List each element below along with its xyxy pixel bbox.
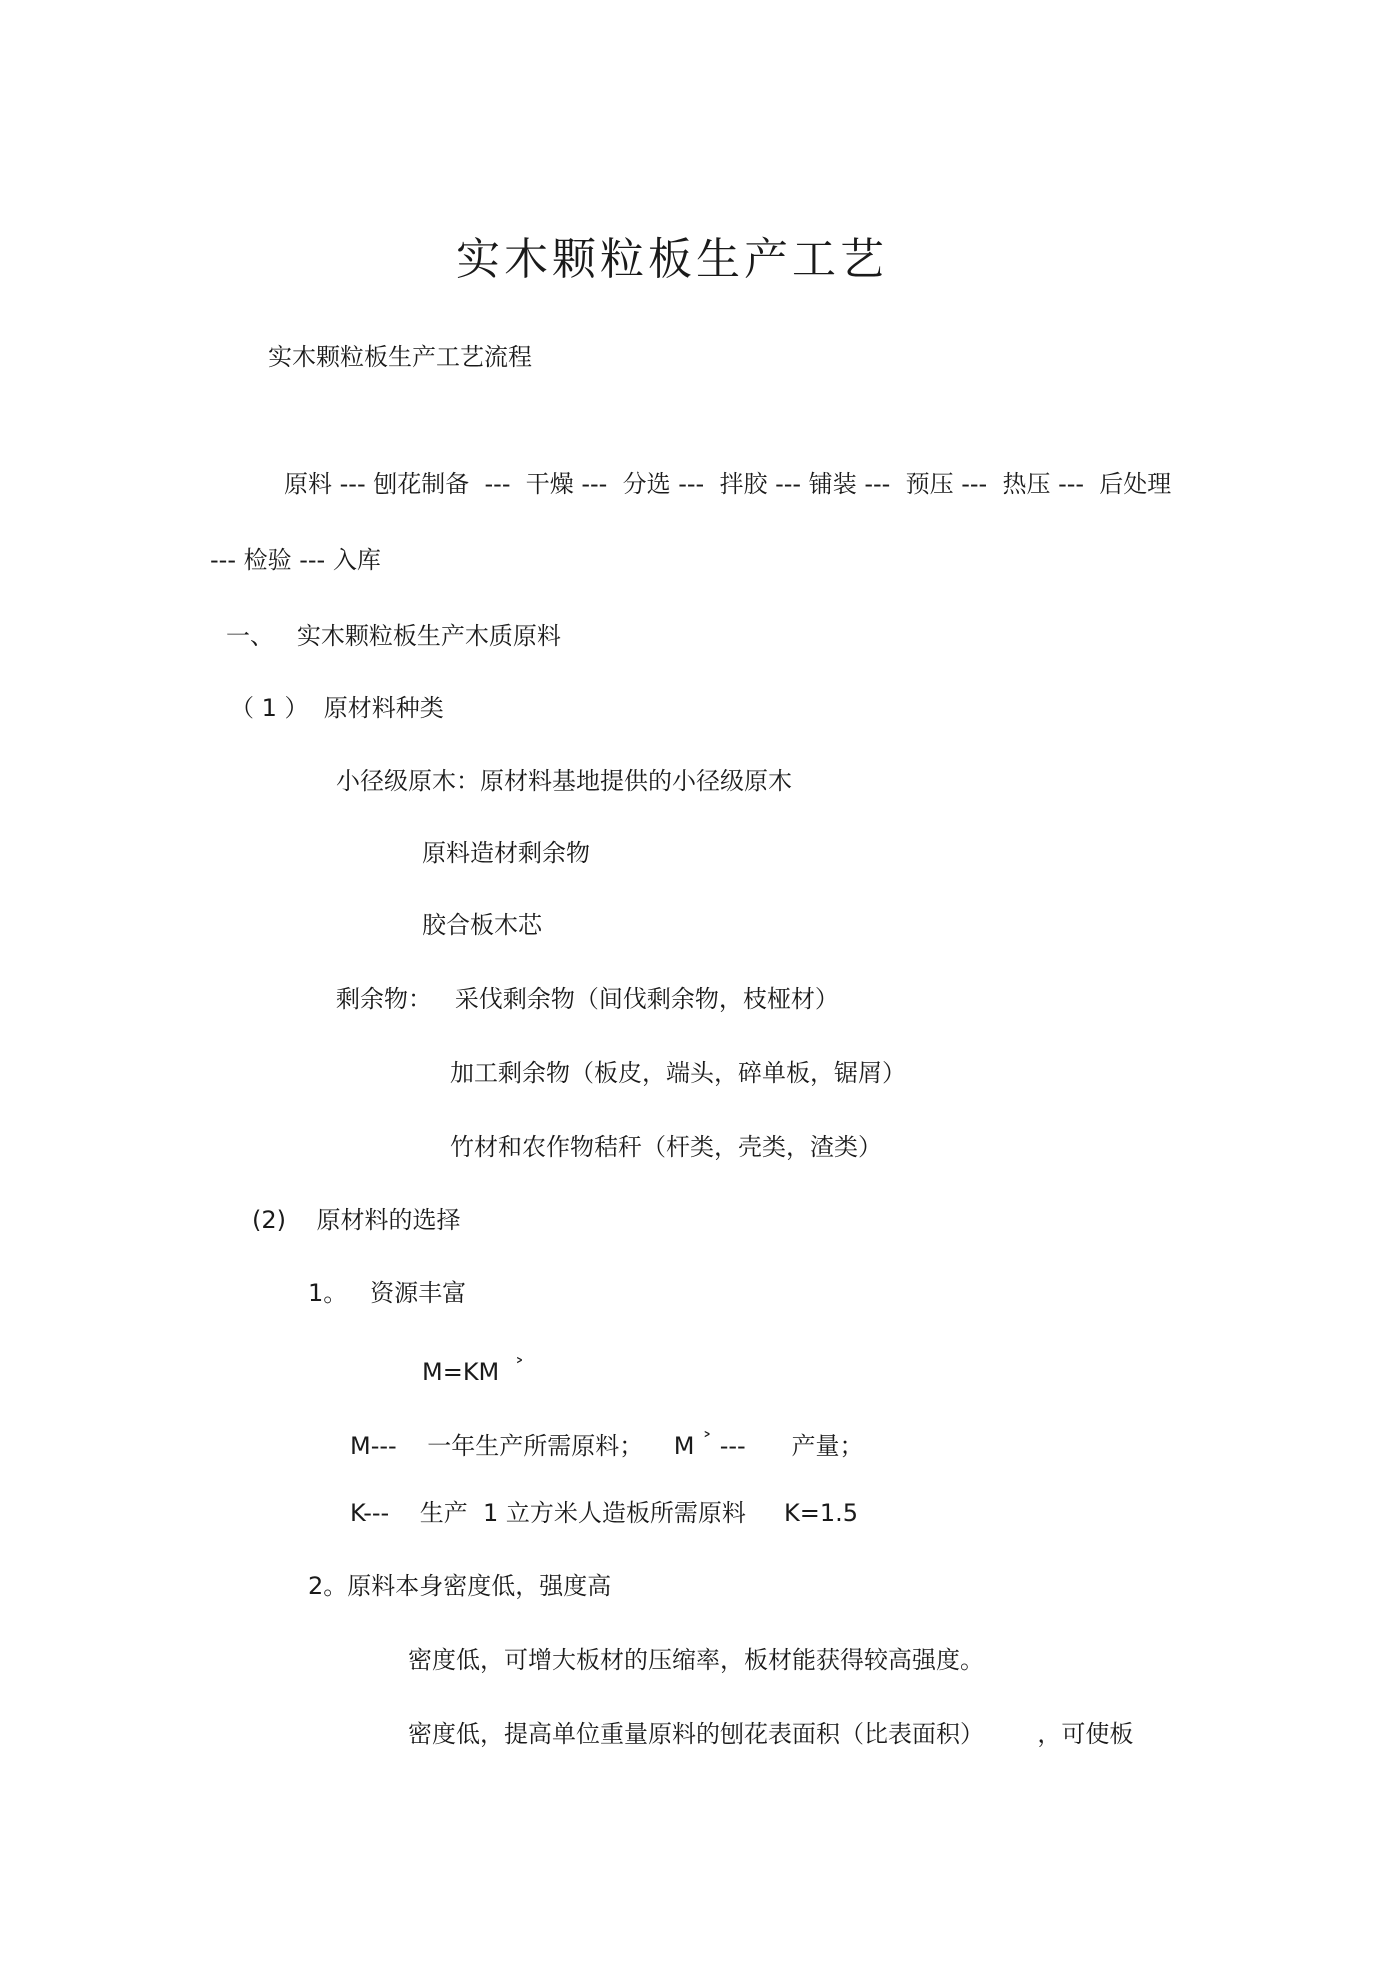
- document-title: 实木颗粒板生产工艺: [456, 234, 888, 285]
- density-paragraph-2: 密度低，提高单位重量原料的刨花表面积（比表面积） ，可使板: [408, 1720, 1134, 1748]
- item-log-residue: 原料造材剩余物: [422, 839, 590, 867]
- definition-m: [350, 1426, 863, 1461]
- formula-mark: ˃: [514, 1355, 525, 1379]
- point-low-density: 2。原料本身密度低，强度高: [308, 1572, 612, 1600]
- formula-text: M=KM: [422, 1358, 500, 1386]
- process-flow-line-1: 原料 --- 刨花制备 --- 干燥 --- 分选 --- 拌胶 --- 铺装 --- 预压 --- 热压 --- 后处理: [284, 470, 1172, 498]
- definition-m-mark: ˃: [702, 1429, 713, 1453]
- item-plywood-core: 胶合板木芯: [422, 911, 542, 939]
- process-flow-heading: 实木颗粒板生产工艺流程: [268, 343, 532, 371]
- process-flow-line-2: --- 检验 --- 入库: [210, 546, 381, 574]
- subheading-material-types: （ 1 ） 原材料种类: [230, 694, 444, 722]
- definition-m-text: M--- 一年生产所需原料； M: [350, 1432, 695, 1460]
- definition-k: K--- 生产 1 立方米人造板所需原料 K=1.5: [350, 1499, 859, 1527]
- subheading-material-selection: (2) 原材料的选择: [252, 1206, 461, 1234]
- section-heading-1: 一、 实木颗粒板生产木质原料: [226, 622, 561, 650]
- item-small-log: 小径级原木：原材料基地提供的小径级原木: [336, 767, 792, 795]
- item-processing-residue: 加工剩余物（板皮，端头，碎单板，锯屑）: [450, 1059, 906, 1087]
- density-paragraph-1: 密度低，可增大板材的压缩率，板材能获得较高强度。: [408, 1646, 984, 1674]
- item-remnants: 剩余物： 采伐剩余物（间伐剩余物，枝桠材）: [336, 985, 839, 1013]
- formula-line: [422, 1352, 525, 1387]
- item-bamboo-straw: 竹材和农作物秸秆（杆类，壳类，渣类）: [450, 1133, 882, 1161]
- definition-m-output: --- 产量；: [712, 1432, 864, 1460]
- point-resource-rich: 1。 资源丰富: [308, 1279, 467, 1307]
